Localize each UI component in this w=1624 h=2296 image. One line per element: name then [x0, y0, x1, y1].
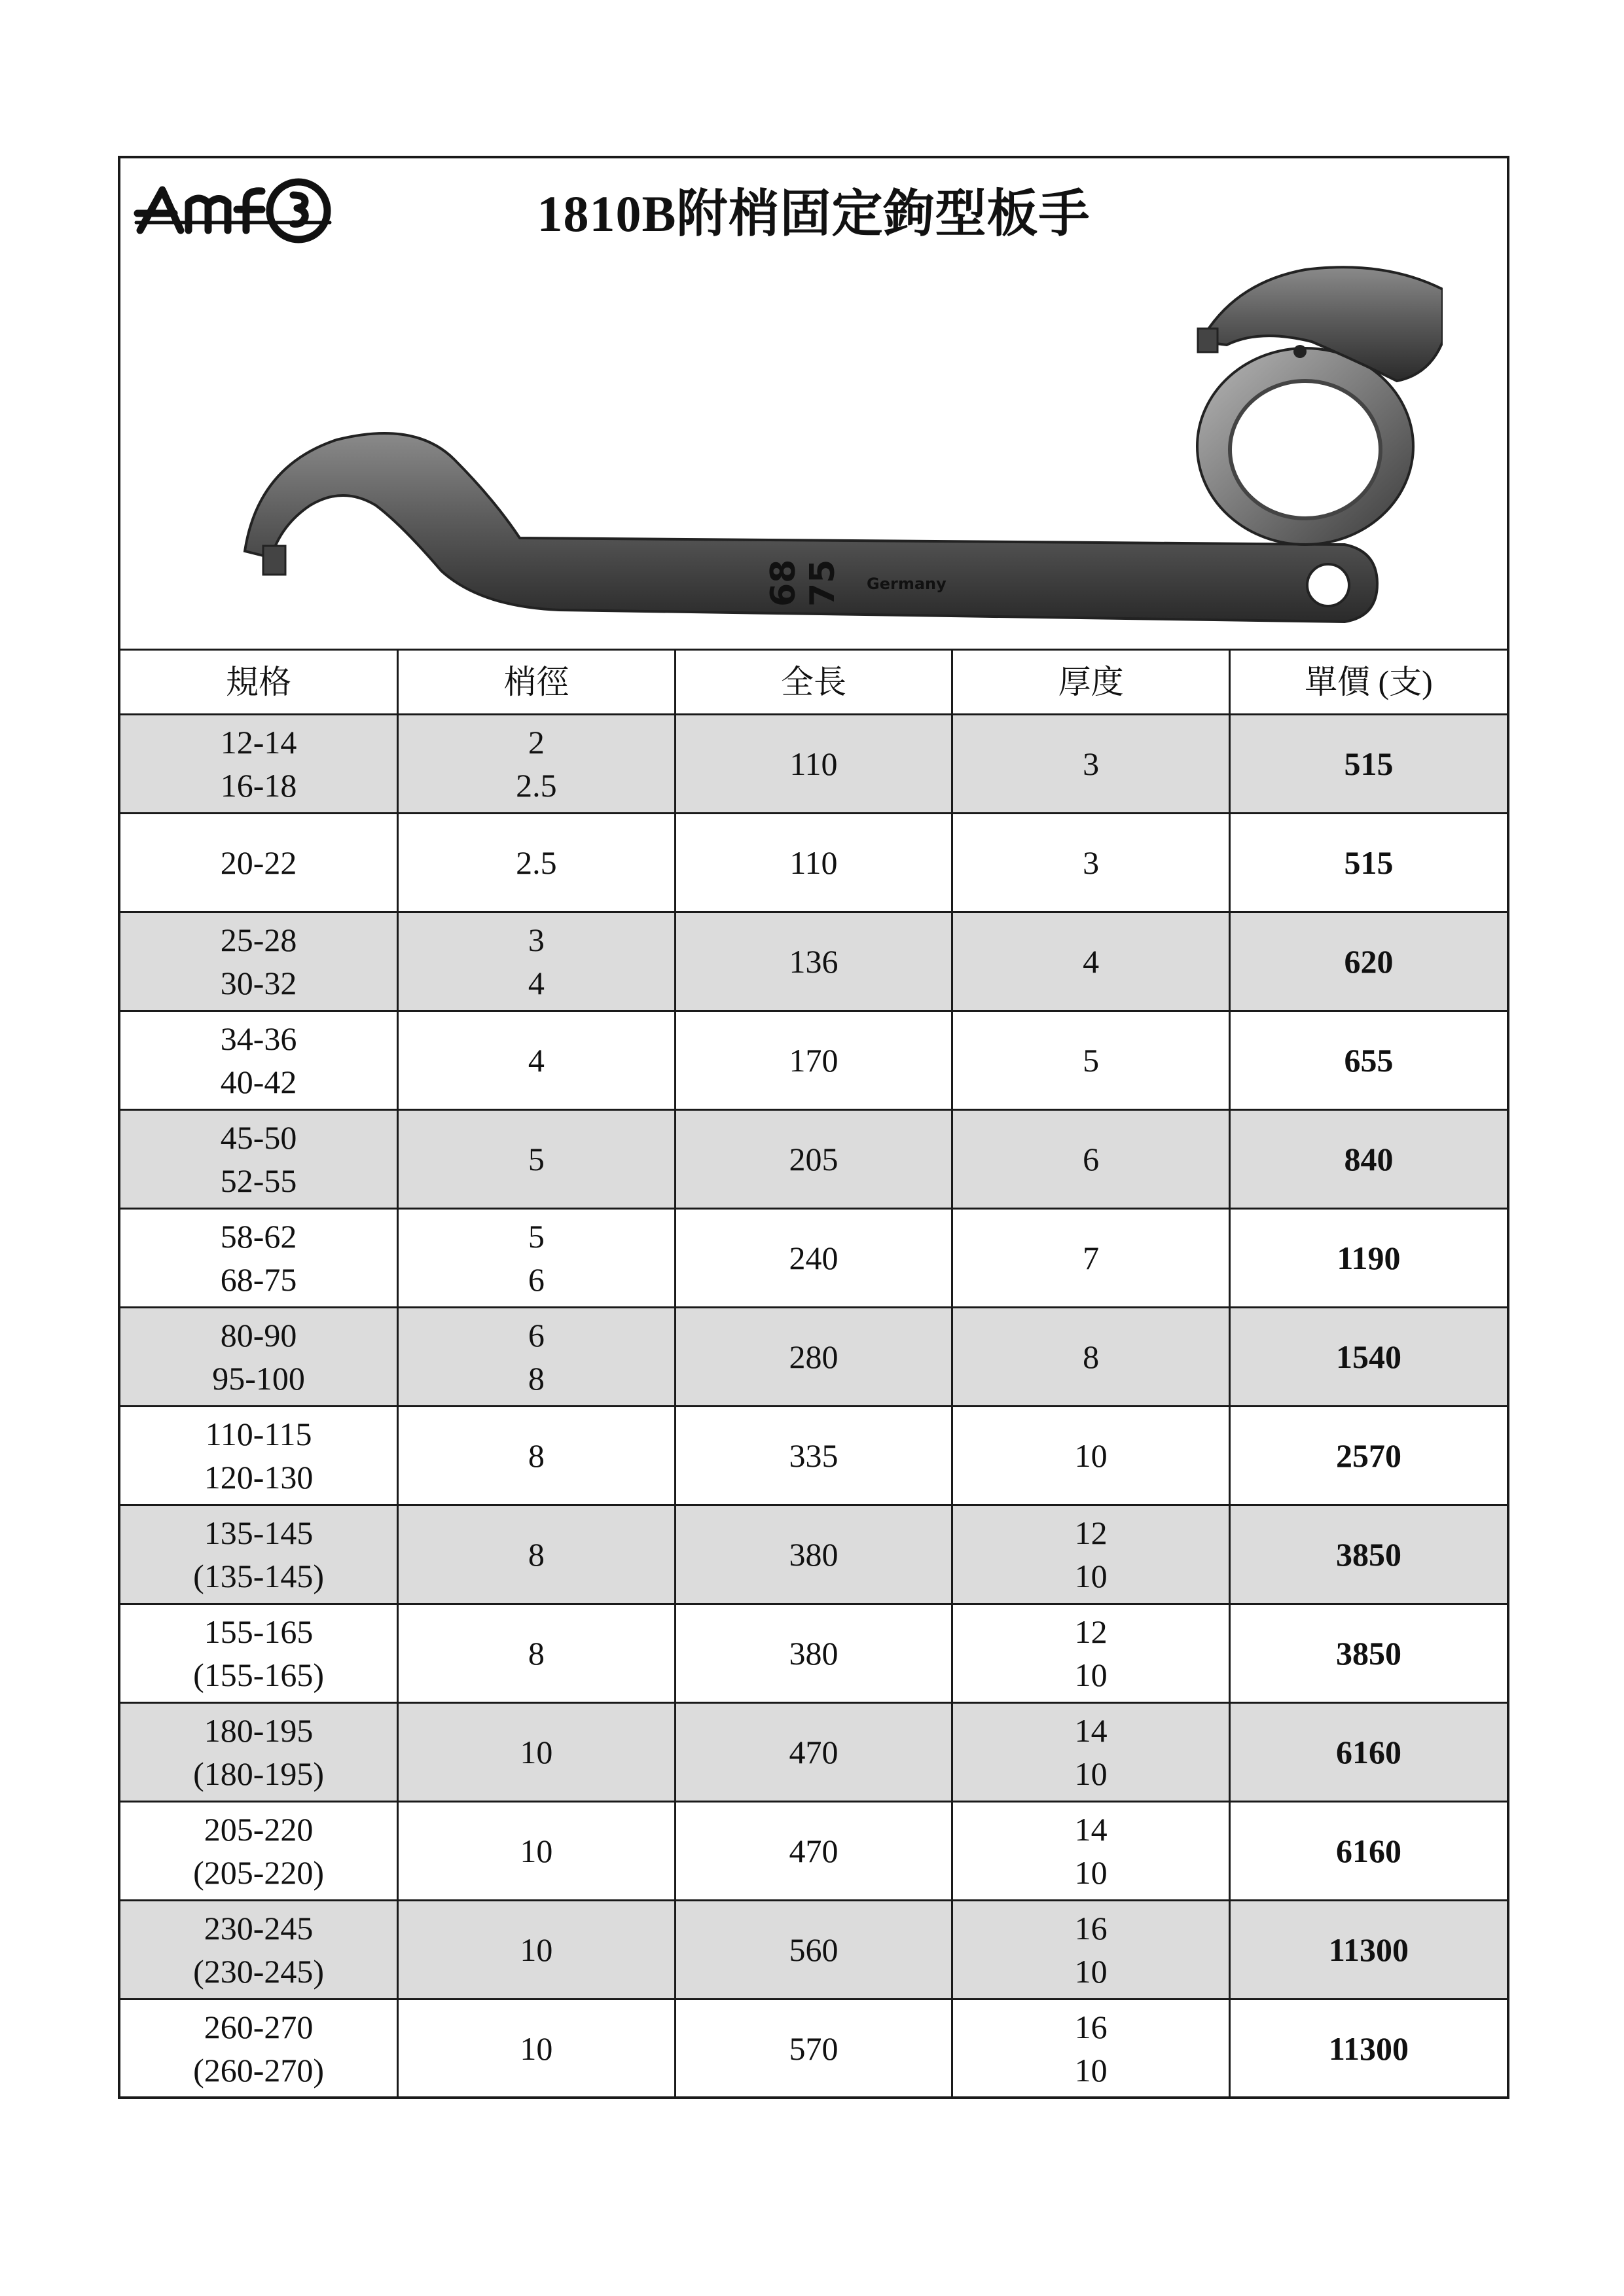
cell-thickness-line: 10 [1074, 1953, 1108, 1990]
cell-unit-price: 11300 [1229, 1901, 1507, 2000]
cell-unit-price: 6160 [1229, 1802, 1507, 1901]
header-spec: 規格 [120, 651, 398, 715]
cell-thickness-line: 16 [1074, 1910, 1108, 1946]
table-row [120, 2000, 1507, 2098]
cell-length [675, 1802, 952, 1901]
cell-thickness-line: 12 [1074, 1515, 1108, 1551]
table-body [120, 715, 1507, 2098]
cell-thickness [952, 814, 1230, 912]
cell-spec-line: 135-145 [204, 1515, 314, 1551]
cell-thickness-line: 8 [1083, 1338, 1100, 1375]
cell-pin-diameter-line: 5 [528, 1218, 545, 1255]
cell-thickness-line: 4 [1083, 943, 1100, 980]
cell-pin-diameter-line: 6 [528, 1261, 545, 1298]
cell-spec-line: (135-145) [193, 1558, 325, 1594]
cell-spec-line: 16-18 [220, 767, 297, 804]
engraving-origin: Germany [867, 575, 947, 593]
cell-length [675, 1407, 952, 1505]
cell-pin-diameter-line: 10 [520, 1734, 553, 1770]
cell-thickness [952, 1802, 1230, 1901]
cell-length-line: 240 [789, 1240, 839, 1276]
cell-length [675, 1110, 952, 1209]
cell-length-line: 380 [789, 1635, 839, 1672]
cell-thickness [952, 1209, 1230, 1308]
cell-length [675, 1308, 952, 1407]
cell-pin-diameter-line: 10 [520, 2030, 553, 2067]
cell-thickness [952, 912, 1230, 1011]
cell-pin-diameter-line: 5 [528, 1141, 545, 1177]
table-row [120, 1308, 1507, 1407]
cell-length-line: 470 [789, 1833, 839, 1869]
cell-pin-diameter [398, 1011, 676, 1110]
cell-unit-price: 515 [1229, 715, 1507, 814]
header-pin-diameter: 梢徑 [398, 651, 676, 715]
cell-pin-diameter [398, 1802, 676, 1901]
cell-pin-diameter [398, 1703, 676, 1802]
cell-length-line: 110 [789, 745, 838, 782]
cell-length-line: 570 [789, 2030, 839, 2067]
cell-length-line: 110 [789, 844, 838, 881]
cell-pin-diameter [398, 912, 676, 1011]
cell-pin-diameter [398, 814, 676, 912]
cell-pin-diameter [398, 1209, 676, 1308]
cell-length [675, 1505, 952, 1604]
cell-spec-line: 120-130 [204, 1459, 314, 1496]
cell-length-line: 380 [789, 1536, 839, 1573]
cell-pin-diameter-line: 2.5 [516, 767, 557, 804]
cell-unit-price: 2570 [1229, 1407, 1507, 1505]
cell-pin-diameter [398, 1604, 676, 1703]
cell-thickness-line: 10 [1074, 1657, 1108, 1693]
page-title: 1810B附梢固定鉤型板手 [537, 185, 1091, 242]
cell-length [675, 912, 952, 1011]
cell-length [675, 1604, 952, 1703]
cell-spec-line: (205-220) [193, 1854, 325, 1891]
cell-thickness [952, 2000, 1230, 2098]
cell-unit-price: 3850 [1229, 1604, 1507, 1703]
table-row [120, 814, 1507, 912]
cell-thickness [952, 715, 1230, 814]
cell-pin-diameter [398, 1407, 676, 1505]
cell-thickness [952, 1308, 1230, 1407]
cell-spec-line: 260-270 [204, 2009, 314, 2045]
cell-spec-line: 30-32 [220, 965, 297, 1001]
cell-length [675, 814, 952, 912]
cell-spec-line: 40-42 [220, 1064, 297, 1100]
table-row [120, 715, 1507, 814]
cell-unit-price: 1540 [1229, 1308, 1507, 1407]
cell-length [675, 715, 952, 814]
cell-spec-line: 155-165 [204, 1613, 314, 1650]
cell-pin-diameter [398, 715, 676, 814]
cell-spec-line: 230-245 [204, 1910, 314, 1946]
cell-spec-line: 80-90 [220, 1317, 297, 1354]
cell-pin-diameter [398, 1308, 676, 1407]
cell-spec-line: (155-165) [193, 1657, 325, 1693]
cell-thickness-line: 10 [1074, 1558, 1108, 1594]
cell-pin-diameter [398, 2000, 676, 2098]
cell-thickness-line: 14 [1074, 1712, 1108, 1749]
cell-thickness [952, 1703, 1230, 1802]
catalog-frame [118, 156, 1509, 2099]
cell-length [675, 1703, 952, 1802]
cell-spec [120, 1703, 398, 1802]
cell-length-line: 335 [789, 1437, 839, 1474]
cell-spec-line: 45-50 [220, 1119, 297, 1156]
cell-length-line: 560 [789, 1931, 839, 1968]
table-row [120, 912, 1507, 1011]
cell-thickness-line: 10 [1074, 1437, 1108, 1474]
cell-spec [120, 1505, 398, 1604]
cell-length [675, 2000, 952, 2098]
table-row [120, 1703, 1507, 1802]
table-row [120, 1505, 1507, 1604]
table-row [120, 1604, 1507, 1703]
cell-spec-line: 58-62 [220, 1218, 297, 1255]
header-length: 全長 [675, 651, 952, 715]
cell-spec-line: (260-270) [193, 2052, 325, 2089]
cell-pin-diameter-line: 8 [528, 1536, 545, 1573]
cell-thickness-line: 5 [1083, 1042, 1100, 1079]
cell-spec-line: 180-195 [204, 1712, 314, 1749]
cell-thickness-line: 10 [1074, 1755, 1108, 1792]
cell-thickness-line: 10 [1074, 2052, 1108, 2089]
table-row [120, 1407, 1507, 1505]
cell-spec [120, 1802, 398, 1901]
table-row [120, 1802, 1507, 1901]
cell-length [675, 1011, 952, 1110]
cell-unit-price: 840 [1229, 1110, 1507, 1209]
cell-unit-price: 515 [1229, 814, 1507, 912]
cell-thickness-line: 12 [1074, 1613, 1108, 1650]
cell-thickness [952, 1901, 1230, 2000]
cell-spec-line: 95-100 [212, 1360, 305, 1397]
cell-thickness-line: 7 [1083, 1240, 1100, 1276]
cell-pin-diameter-line: 6 [528, 1317, 545, 1354]
cell-unit-price: 1190 [1229, 1209, 1507, 1308]
cell-unit-price: 11300 [1229, 2000, 1507, 2098]
cell-pin-diameter-line: 2 [528, 724, 545, 761]
cell-thickness-line: 3 [1083, 844, 1100, 881]
cell-unit-price: 655 [1229, 1011, 1507, 1110]
cell-spec-line: 205-220 [204, 1811, 314, 1848]
cell-spec-line: 68-75 [220, 1261, 297, 1298]
cell-pin-diameter-line: 8 [528, 1635, 545, 1672]
table-header-row [120, 651, 1507, 715]
cell-spec-line: 34-36 [220, 1020, 297, 1057]
cell-thickness-line: 10 [1074, 1854, 1108, 1891]
cell-spec-line: (230-245) [193, 1953, 325, 1990]
cell-length-line: 205 [789, 1141, 839, 1177]
cell-thickness [952, 1604, 1230, 1703]
cell-length-line: 470 [789, 1734, 839, 1770]
header-thickness: 厚度 [952, 651, 1230, 715]
hook-wrench-photo [219, 243, 1443, 646]
cell-pin-diameter-line: 10 [520, 1833, 553, 1869]
cell-spec [120, 1209, 398, 1308]
cell-spec [120, 1604, 398, 1703]
cell-spec [120, 814, 398, 912]
cell-pin-diameter-line: 8 [528, 1437, 545, 1474]
cell-thickness [952, 1011, 1230, 1110]
cell-spec [120, 715, 398, 814]
cell-pin-diameter-line: 10 [520, 1931, 553, 1968]
cell-pin-diameter [398, 1110, 676, 1209]
cell-thickness-line: 16 [1074, 2009, 1108, 2045]
table-row [120, 1901, 1507, 2000]
cell-spec [120, 1308, 398, 1407]
cell-pin-diameter [398, 1505, 676, 1604]
cell-length [675, 1209, 952, 1308]
cell-spec [120, 912, 398, 1011]
cell-pin-diameter [398, 1901, 676, 2000]
cell-length [675, 1901, 952, 2000]
cell-spec [120, 1407, 398, 1505]
cell-spec [120, 2000, 398, 2098]
cell-spec-line: 12-14 [220, 724, 297, 761]
cell-thickness-line: 14 [1074, 1811, 1108, 1848]
cell-spec [120, 1901, 398, 2000]
cell-thickness [952, 1407, 1230, 1505]
cell-pin-diameter-line: 3 [528, 922, 545, 958]
table-row [120, 1011, 1507, 1110]
header-unit-price: 單價 (支) [1229, 651, 1507, 715]
cell-thickness [952, 1505, 1230, 1604]
engraving-size-2: 75 [803, 559, 842, 607]
cell-thickness-line: 3 [1083, 745, 1100, 782]
cell-spec [120, 1110, 398, 1209]
cell-spec-line: 25-28 [220, 922, 297, 958]
cell-unit-price: 3850 [1229, 1505, 1507, 1604]
cell-unit-price: 620 [1229, 912, 1507, 1011]
cell-length-line: 170 [789, 1042, 839, 1079]
cell-thickness [952, 1110, 1230, 1209]
cell-spec-line: (180-195) [193, 1755, 325, 1792]
table-row [120, 1110, 1507, 1209]
cell-unit-price: 6160 [1229, 1703, 1507, 1802]
cell-spec-line: 110-115 [205, 1416, 312, 1452]
cell-thickness-line: 6 [1083, 1141, 1100, 1177]
engraving-size-1: 68 [764, 559, 803, 607]
cell-pin-diameter-line: 2.5 [516, 844, 557, 881]
cell-length-line: 280 [789, 1338, 839, 1375]
product-header [120, 158, 1507, 651]
table-row [120, 1209, 1507, 1308]
cell-length-line: 136 [789, 943, 839, 980]
cell-spec-line: 52-55 [220, 1162, 297, 1199]
cell-spec-line: 20-22 [220, 844, 297, 881]
spec-table [120, 651, 1507, 2097]
cell-pin-diameter-line: 4 [528, 1042, 545, 1079]
cell-pin-diameter-line: 8 [528, 1360, 545, 1397]
cell-spec [120, 1011, 398, 1110]
cell-pin-diameter-line: 4 [528, 965, 545, 1001]
